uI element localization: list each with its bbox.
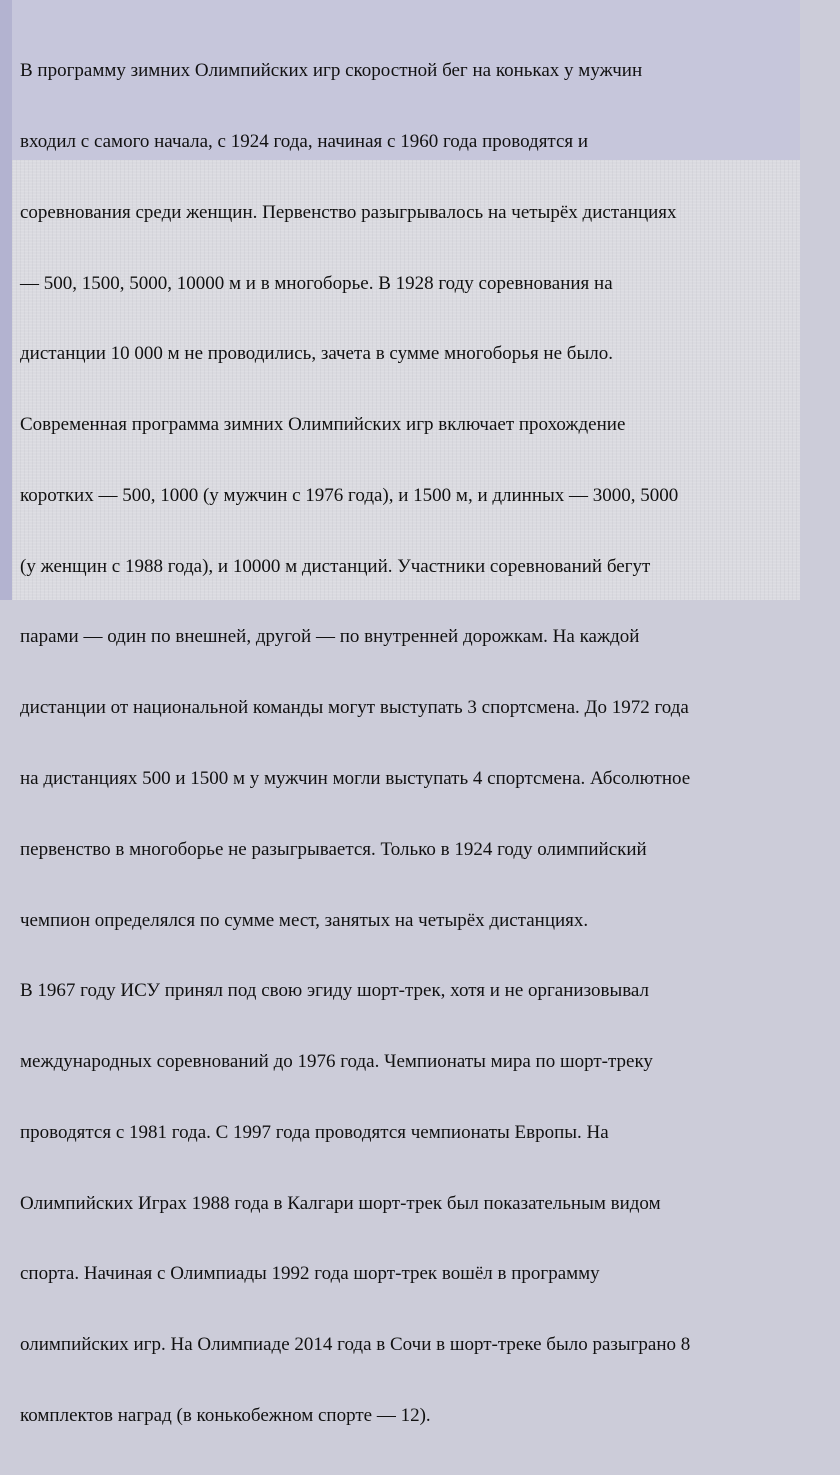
text-line: входил с самого начала, с 1924 года, начиная с 1960 года проводятся и [20, 130, 589, 152]
text-line: дистанции от национальной команды могут выступать 3 спортсмена. До 1972 года [20, 697, 689, 719]
slide-left-band [0, 0, 12, 600]
text-line: В программу зимних Олимпийских игр скоростной бег на коньках у мужчин [20, 60, 643, 82]
text-line: дистанции 10 000 м не проводились, зачета в сумме многоборья не было. [20, 343, 613, 365]
text-line: первенство в многоборье не разыгрывается. Только в 1924 году олимпийский [20, 838, 647, 860]
text-line: В 1967 году ИСУ принял под свою эгиду шорт-трек, хотя и не организовывал [20, 980, 650, 1002]
text-line: Олимпийских Играх 1988 года в Калгари шорт-трек был показательным видом [20, 1192, 661, 1214]
slide-body-text [20, 12, 840, 1475]
text-line: парами — один по внешней, другой — по внутренней дорожкам. На каждой [20, 626, 640, 648]
text-line: (у женщин с 1988 года), и 10000 м дистанций. Участники соревнований бегут [20, 555, 651, 577]
text-line: комплектов наград (в конькобежном спорте — 12). [20, 1405, 431, 1427]
text-line: спорта. Начиная с Олимпиады 1992 года шорт-трек вошёл в программу [20, 1263, 600, 1285]
text-line: Современная программа зимних Олимпийских игр включает прохождение [20, 414, 626, 436]
text-line: международных соревнований до 1976 года. Чемпионаты мира по шорт-треку [20, 1051, 653, 1073]
text-line: соревнования среди женщин. Первенство разыгрывалось на четырёх дистанциях [20, 201, 677, 223]
text-line: на дистанциях 500 и 1500 м у мужчин могли выступать 4 спортсмена. Абсолютное [20, 768, 691, 789]
text-line: — 500, 1500, 5000, 10000 м и в многоборье. В 1928 году соревнования на [20, 272, 613, 294]
text-line: чемпион определялся по сумме мест, занятых на четырёх дистанциях. [20, 909, 589, 931]
text-line: коротких — 500, 1000 (у мужчин с 1976 года), и 1500 м, и длинных — 3000, 5000 [20, 484, 679, 506]
text-line: проводятся с 1981 года. С 1997 года проводятся чемпионаты Европы. На [20, 1121, 609, 1143]
text-line: олимпийских игр. На Олимпиаде 2014 года в Сочи в шорт-треке было разыграно 8 [20, 1334, 691, 1356]
